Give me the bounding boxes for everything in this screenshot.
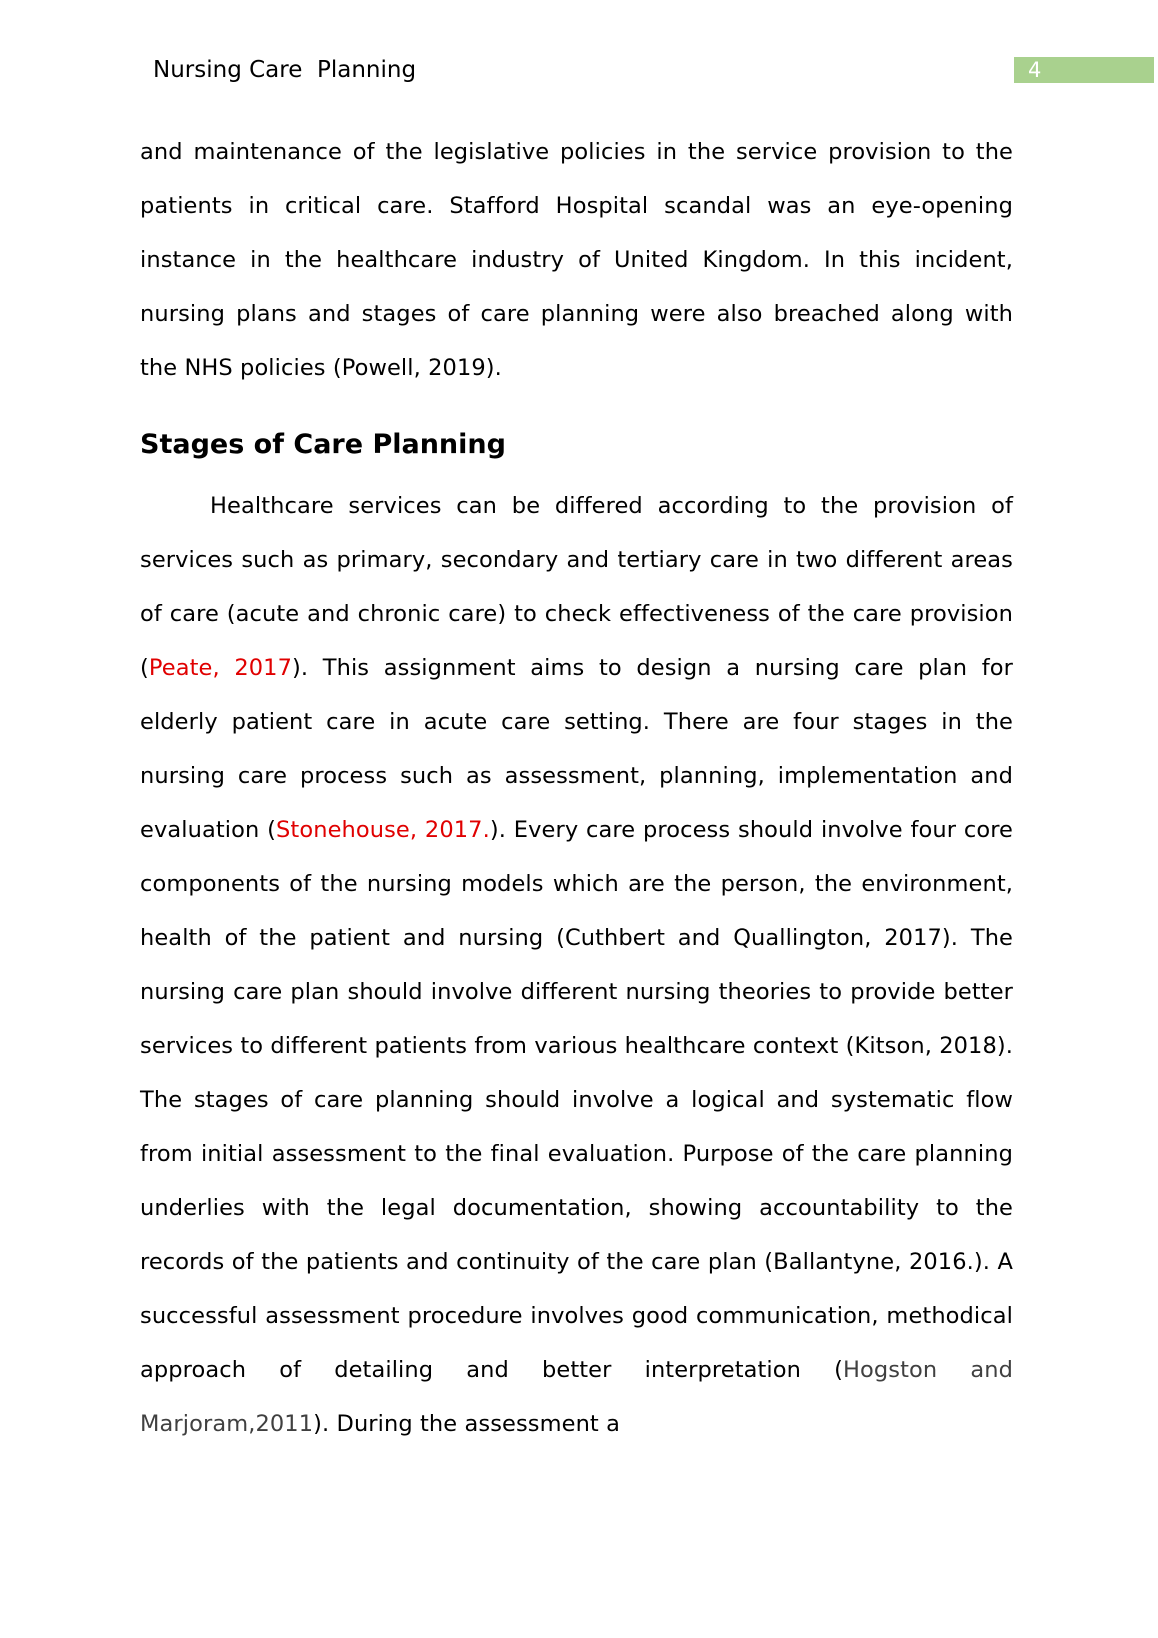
paragraph-2-text-4: ). During the assessment a: [313, 1411, 620, 1437]
citation-peate: Peate, 2017: [148, 655, 292, 681]
paragraph-2-text-3: ). Every care process should involve four core components of the nursing models which are the person, the environment, health of the patient and nursing (Cuthbert and Quallington, 2017). The nursing care plan should involve different nursing theories to provide better services to different patients from various healthcare context (Kitson, 2018). The stages of care planning should involve a logical and systematic flow from initial assessment to the final evaluation. Purpose of the care planning underlies with the legal documentation, showing accountability to the records of the patients and continuity of the care plan (Ballantyne, 2016.). A successful assessment procedure involves good communication, methodical approach of detailing and better interpretation (: [140, 817, 1014, 1383]
running-header-title: Nursing Care Planning: [153, 57, 417, 83]
paragraph-2-text-1: Healthcare services can be differed according to the provision of services such as primary, secondary and tertiary care in two different areas of care (acute and chronic care) to check effectiveness of the care provision (: [140, 493, 1013, 681]
paragraph-2-text-2: ). This assignment aims to design a nursing care plan for elderly patient care in acute care setting. There are four stages in the nursing care process such as assessment, planning, implementation and evaluation (: [140, 655, 1013, 843]
paragraph-1: and maintenance of the legislative policies in the service provision to the patients in critical care. Stafford Hospital scandal was an eye-opening instance in the healthcare industry of United Kingdom. In this incident, nursing plans and stages of care planning were also breached along with the NHS policies (Powell, 2019).: [140, 139, 1013, 381]
section-heading: Stages of Care Planning: [140, 429, 506, 460]
page-number: 4: [1014, 57, 1154, 83]
paragraph-2: [140, 479, 1013, 1451]
citation-hogston: Hogston and Marjoram,2011: [140, 1357, 1014, 1437]
citation-stonehouse: Stonehouse, 2017.: [276, 817, 490, 843]
